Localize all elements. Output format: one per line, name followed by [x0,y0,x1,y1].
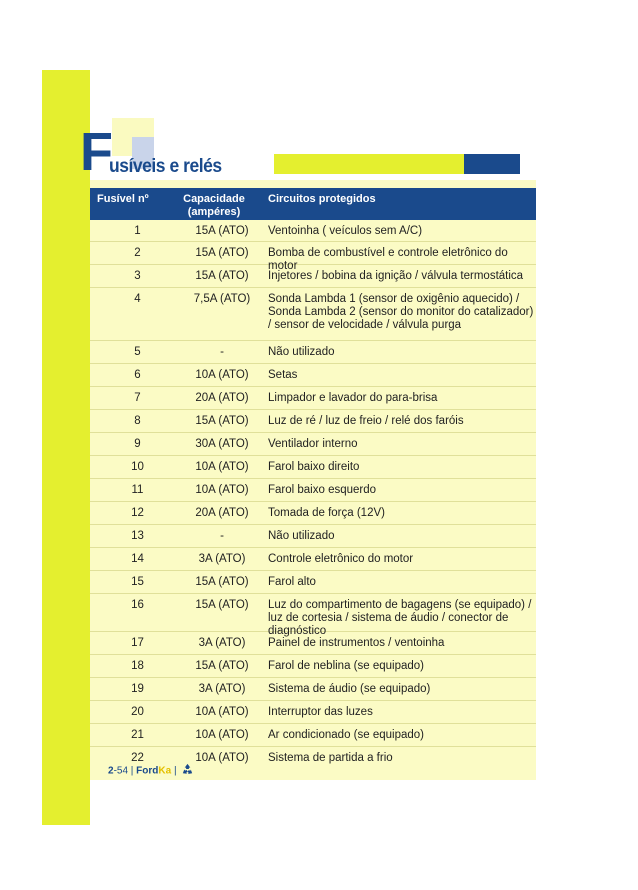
fuse-number: 13 [131,530,144,542]
fuse-circuits: Interruptor das luzes [268,706,373,718]
table-row [90,548,536,571]
fuse-capacity: 10A (ATO) [195,461,249,473]
table-row [90,364,536,387]
table-row [90,387,536,410]
footer-separator: | [171,765,180,777]
fuse-capacity: 3A (ATO) [198,637,246,649]
table-row [90,678,536,701]
table-row [90,632,536,655]
fuse-circuits: Limpador e lavador do para-brisa [268,392,438,404]
table-row [90,571,536,594]
recycle-icon [181,763,194,779]
table-row [90,220,536,242]
page-number-suffix: -54 | [113,765,137,777]
fuse-number: 5 [134,346,141,358]
fuse-capacity: 15A (ATO) [195,415,249,427]
fuse-circuits: Setas [268,369,298,381]
fuse-circuits: Farol baixo direito [268,461,360,473]
fuse-number: 20 [131,706,144,718]
fuse-circuits: Painel de instrumentos / ventoinha [268,637,445,649]
fuse-capacity: 3A (ATO) [198,683,246,695]
fuse-circuits: Ar condicionado (se equipado) [268,729,424,741]
table-row [90,433,536,456]
fuse-number: 3 [134,270,141,282]
fuse-circuits: Farol alto [268,576,316,588]
fuse-number: 8 [134,415,141,427]
fuse-circuits: Bomba de combustível e controle eletrônico do motor [268,247,508,272]
fuse-capacity: 15A (ATO) [195,270,249,282]
fuse-capacity: 15A (ATO) [195,247,249,259]
fuse-capacity: 7,5A (ATO) [193,293,251,305]
fuse-number: 22 [131,752,144,764]
header-fuse-number: Fusível nº [97,193,149,205]
fuse-number: 10 [131,461,144,473]
fuse-capacity: 15A (ATO) [195,599,249,611]
fuse-capacity: 10A (ATO) [195,706,249,718]
page-title [80,122,231,182]
table-row [90,456,536,479]
header-capacity: Capacidade (ampéres) [183,193,245,218]
fuse-number: 6 [134,369,141,381]
fuse-circuits: Sistema de partida a frio [268,752,393,764]
fuse-circuits: Injetores / bobina da ignição / válvula termostática [268,270,524,282]
table-row [90,655,536,678]
fuse-number: 7 [134,392,141,404]
table-row [90,525,536,548]
fuse-circuits: Controle eletrônico do motor [268,553,414,565]
fuse-capacity: - [220,346,224,358]
fuse-number: 1 [134,225,141,237]
page-footer [108,763,194,779]
fuse-circuits: Ventilador interno [268,438,358,450]
table-row [90,701,536,724]
table-row [90,341,536,364]
fuse-circuits: Ventoinha ( veículos sem A/C) [268,225,423,237]
fuse-capacity: 10A (ATO) [195,369,249,381]
brand-ka: Ka [158,765,172,777]
fuse-capacity: 20A (ATO) [195,392,249,404]
fuse-number: 4 [134,293,141,305]
fuse-capacity: 10A (ATO) [195,729,249,741]
fuse-circuits: Sistema de áudio (se equipado) [268,683,431,695]
header-protected-circuits: Circuitos protegidos [268,193,376,205]
fuse-number: 11 [131,484,144,496]
fuse-number: 16 [131,599,144,611]
fuse-capacity: 20A (ATO) [195,507,249,519]
fuse-number: 15 [131,576,144,588]
table-header [90,188,536,220]
fuse-number: 12 [131,507,144,519]
left-accent-bar [42,70,90,825]
fuse-number: 21 [131,729,144,741]
table-row [90,242,536,272]
brand-ford: Ford [136,765,159,777]
fuse-capacity: 3A (ATO) [198,553,246,565]
title-bar-yellow [274,154,464,174]
fuse-circuits: Farol de neblina (se equipado) [268,660,424,672]
fuse-number: 14 [131,553,144,565]
page-number-prefix: 2 [108,765,114,777]
fuse-circuits: Luz do compartimento de bagagens (se equipado) / luz de cortesia / sistema de áudio / conector de diagnóstico [268,599,532,637]
fuse-circuits: Não utilizado [268,346,335,358]
title-rest: usíveis e relés [109,156,222,177]
title-bar-navy [464,154,520,174]
fuse-number: 17 [131,637,144,649]
fuse-capacity: 15A (ATO) [195,660,249,672]
fuse-circuits: Luz de ré / luz de freio / relé dos faróis [268,415,464,427]
fuse-capacity: 10A (ATO) [195,752,249,764]
fuse-capacity: 15A (ATO) [195,576,249,588]
table-row [90,288,536,341]
fuse-capacity: 30A (ATO) [195,438,249,450]
fuse-table [90,220,536,769]
fuse-number: 19 [131,683,144,695]
fuse-number: 9 [134,438,141,450]
fuse-circuits: Tomada de força (12V) [268,507,385,519]
title-initial: F [80,122,111,182]
table-row [90,502,536,525]
fuse-capacity: 10A (ATO) [195,484,249,496]
fuse-capacity: - [220,530,224,542]
table-row [90,410,536,433]
fuse-circuits: Não utilizado [268,530,335,542]
fuse-number: 18 [131,660,144,672]
table-row [90,724,536,747]
table-row [90,594,536,637]
fuse-circuits: Sonda Lambda 1 (sensor de oxigênio aquecido) / Sonda Lambda 2 (sensor do monitor do catalizador) / sensor de velocidade / válvula purga [268,293,534,331]
table-row [90,265,536,288]
fuse-capacity: 15A (ATO) [195,225,249,237]
fuse-circuits: Farol baixo esquerdo [268,484,377,496]
fuse-number: 2 [134,247,141,259]
table-row [90,479,536,502]
